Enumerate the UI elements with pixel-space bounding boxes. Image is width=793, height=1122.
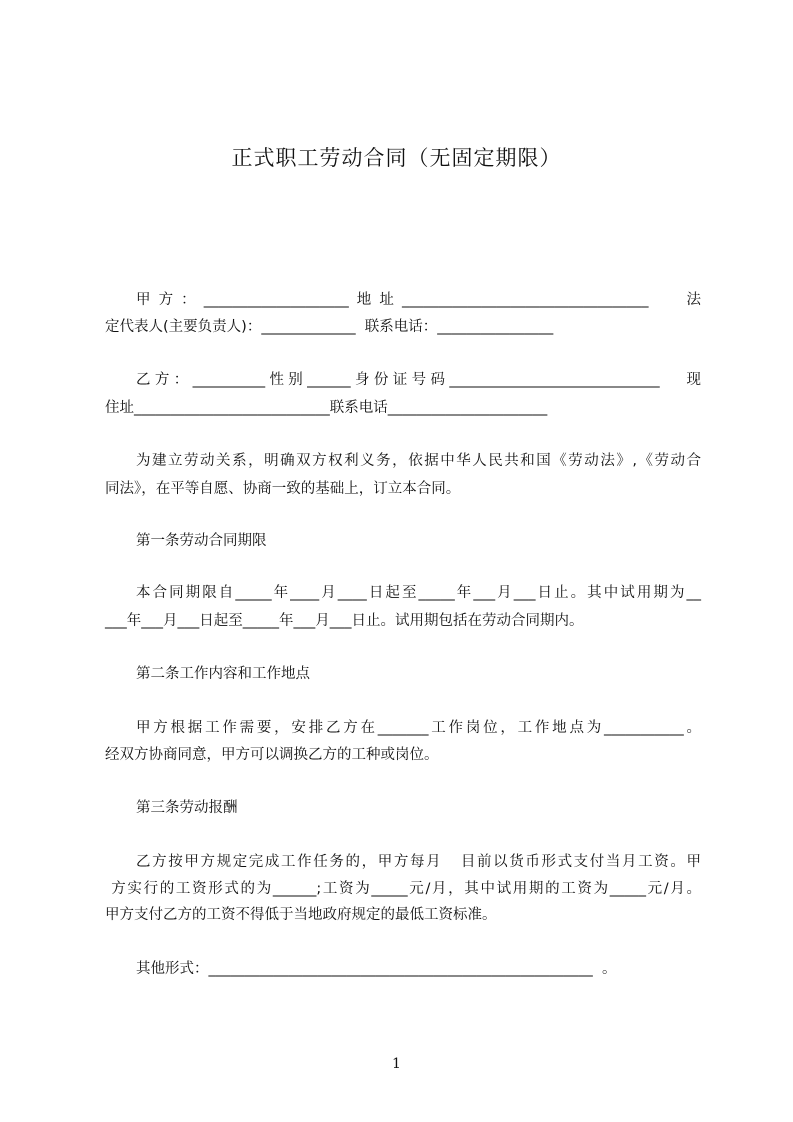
party-a-line-1: 甲方：____________________地址__________________________________ 法 [136,292,701,308]
party-a-line-2: 定代表人(主要负责人)：_____________ 联系电话：________________ [105,319,554,335]
article-3-heading: 第三条劳动报酬 [136,800,238,816]
article-2-heading: 第二条工作内容和工作地点 [136,666,310,682]
document-title: 正式职工劳动合同（无固定期限） [231,146,562,170]
page-number: 1 [392,1056,401,1072]
article-2-line-2: 经双方协商同意，甲方可以调换乙方的工种或岗位。 [105,747,439,763]
article-3-line-3: 甲方支付乙方的工资不得低于当地政府规定的最低工资标准。 [105,907,497,923]
party-b-line-2: 住址___________________________联系电话______________________ [105,400,548,416]
article-2-line-1: 甲方根据工作需要，安排乙方在_______工作岗位，工作地点为___________。 [136,720,701,736]
party-b-line-1: 乙方：__________性别______身份证号码_____________________________ 现 [136,372,701,388]
article-1-heading: 第一条劳动合同期限 [136,533,267,549]
preamble-line-1: 为建立劳动关系，明确双方权利义务，依据中华人民共和国《劳动法》,《劳动合 [136,453,701,469]
article-1-line-1: 本合同期限自_____年____月____日起至_____年___月___日止。其中试用期为__ [136,585,701,601]
article-1-line-2: ___年___月___日起至_____年___月___日止。试用期包括在劳动合同期内。 [105,613,584,629]
preamble-line-2: 同法》，在平等自愿、协商一致的基础上，订立本合同。 [105,481,461,497]
article-3-line-1: 乙方按甲方规定完成工作任务的，甲方每月 目前以货币形式支付当月工资。甲 [136,854,701,870]
article-3-line-2: 方实行的工资形式的为______;工资为_____元/月，其中试用期的工资为_____元/月。 [105,881,701,897]
other-forms-line: 其他形式：_____________________________________________________ 。 [136,961,617,977]
